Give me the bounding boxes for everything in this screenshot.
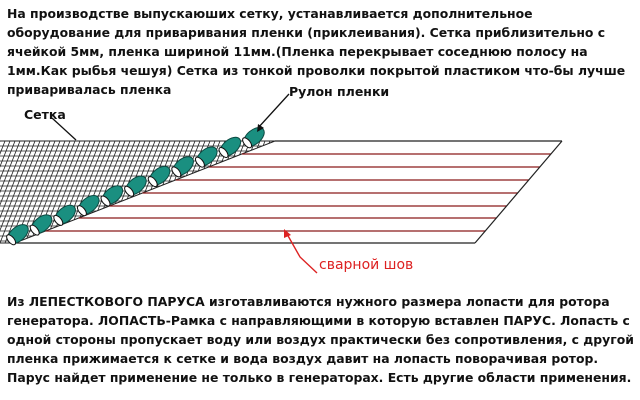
description-paragraph: Из ЛЕПЕСТКОВОГО ПАРУСА изготавливаются нужного размера лопасти для ротора генератора. ЛОПАСТЬ-Рамка с направляющими в которую вставлен ПАРУС. Лопасть с одной стороны пропускает воду или воздух практически без сопротивления, с другой пленка прижимается к сетке и вода воздух давит на лопасть поворачивая ротор. Парус найдет применение не только в генераторах. Есть другие области применения.	[7, 294, 634, 385]
mesh-grid	[0, 141, 340, 243]
weld-pointer	[287, 234, 317, 273]
film-roll-label: Рулон пленки	[289, 84, 390, 99]
weld-pointer-arrowhead	[284, 229, 291, 238]
mesh-wire-diagonal	[295, 141, 335, 243]
intro-paragraph: На производстве выпускаюших сетку, устанавливается дополнительное оборудование для приваривания пленки (приклеивания). Сетка приблизительно с ячейкой 5мм, пленка шириной 11мм.(Пленка перекрывает соседнюю полосу на 1мм.Как рыбья чешуя) Сетка из тонкой проволки покрытой пластиком что-бы лучше приваривалась пленка	[7, 6, 626, 97]
mesh-wire-diagonal	[280, 141, 320, 243]
mesh-wire-diagonal	[285, 141, 325, 243]
weld-seam-label: сварной шов	[319, 257, 414, 273]
mesh-wire-diagonal	[260, 141, 300, 243]
film-roll	[4, 124, 267, 247]
mesh-wire-diagonal	[250, 141, 290, 243]
mesh-wire-diagonal	[265, 141, 305, 243]
mesh-wire-diagonal	[240, 141, 280, 243]
film-right-edge	[475, 141, 562, 243]
mesh-wire-diagonal	[290, 141, 330, 243]
mesh-wire-diagonal	[275, 141, 315, 243]
mesh-wire-diagonal	[270, 141, 310, 243]
mesh-label: Сетка	[24, 107, 66, 122]
mesh-wire-diagonal	[245, 141, 285, 243]
mesh-wire-diagonal	[235, 141, 275, 243]
mesh-wire-diagonal	[300, 141, 340, 243]
mesh-wire-diagonal	[255, 141, 295, 243]
roll-pointer	[258, 94, 289, 128]
